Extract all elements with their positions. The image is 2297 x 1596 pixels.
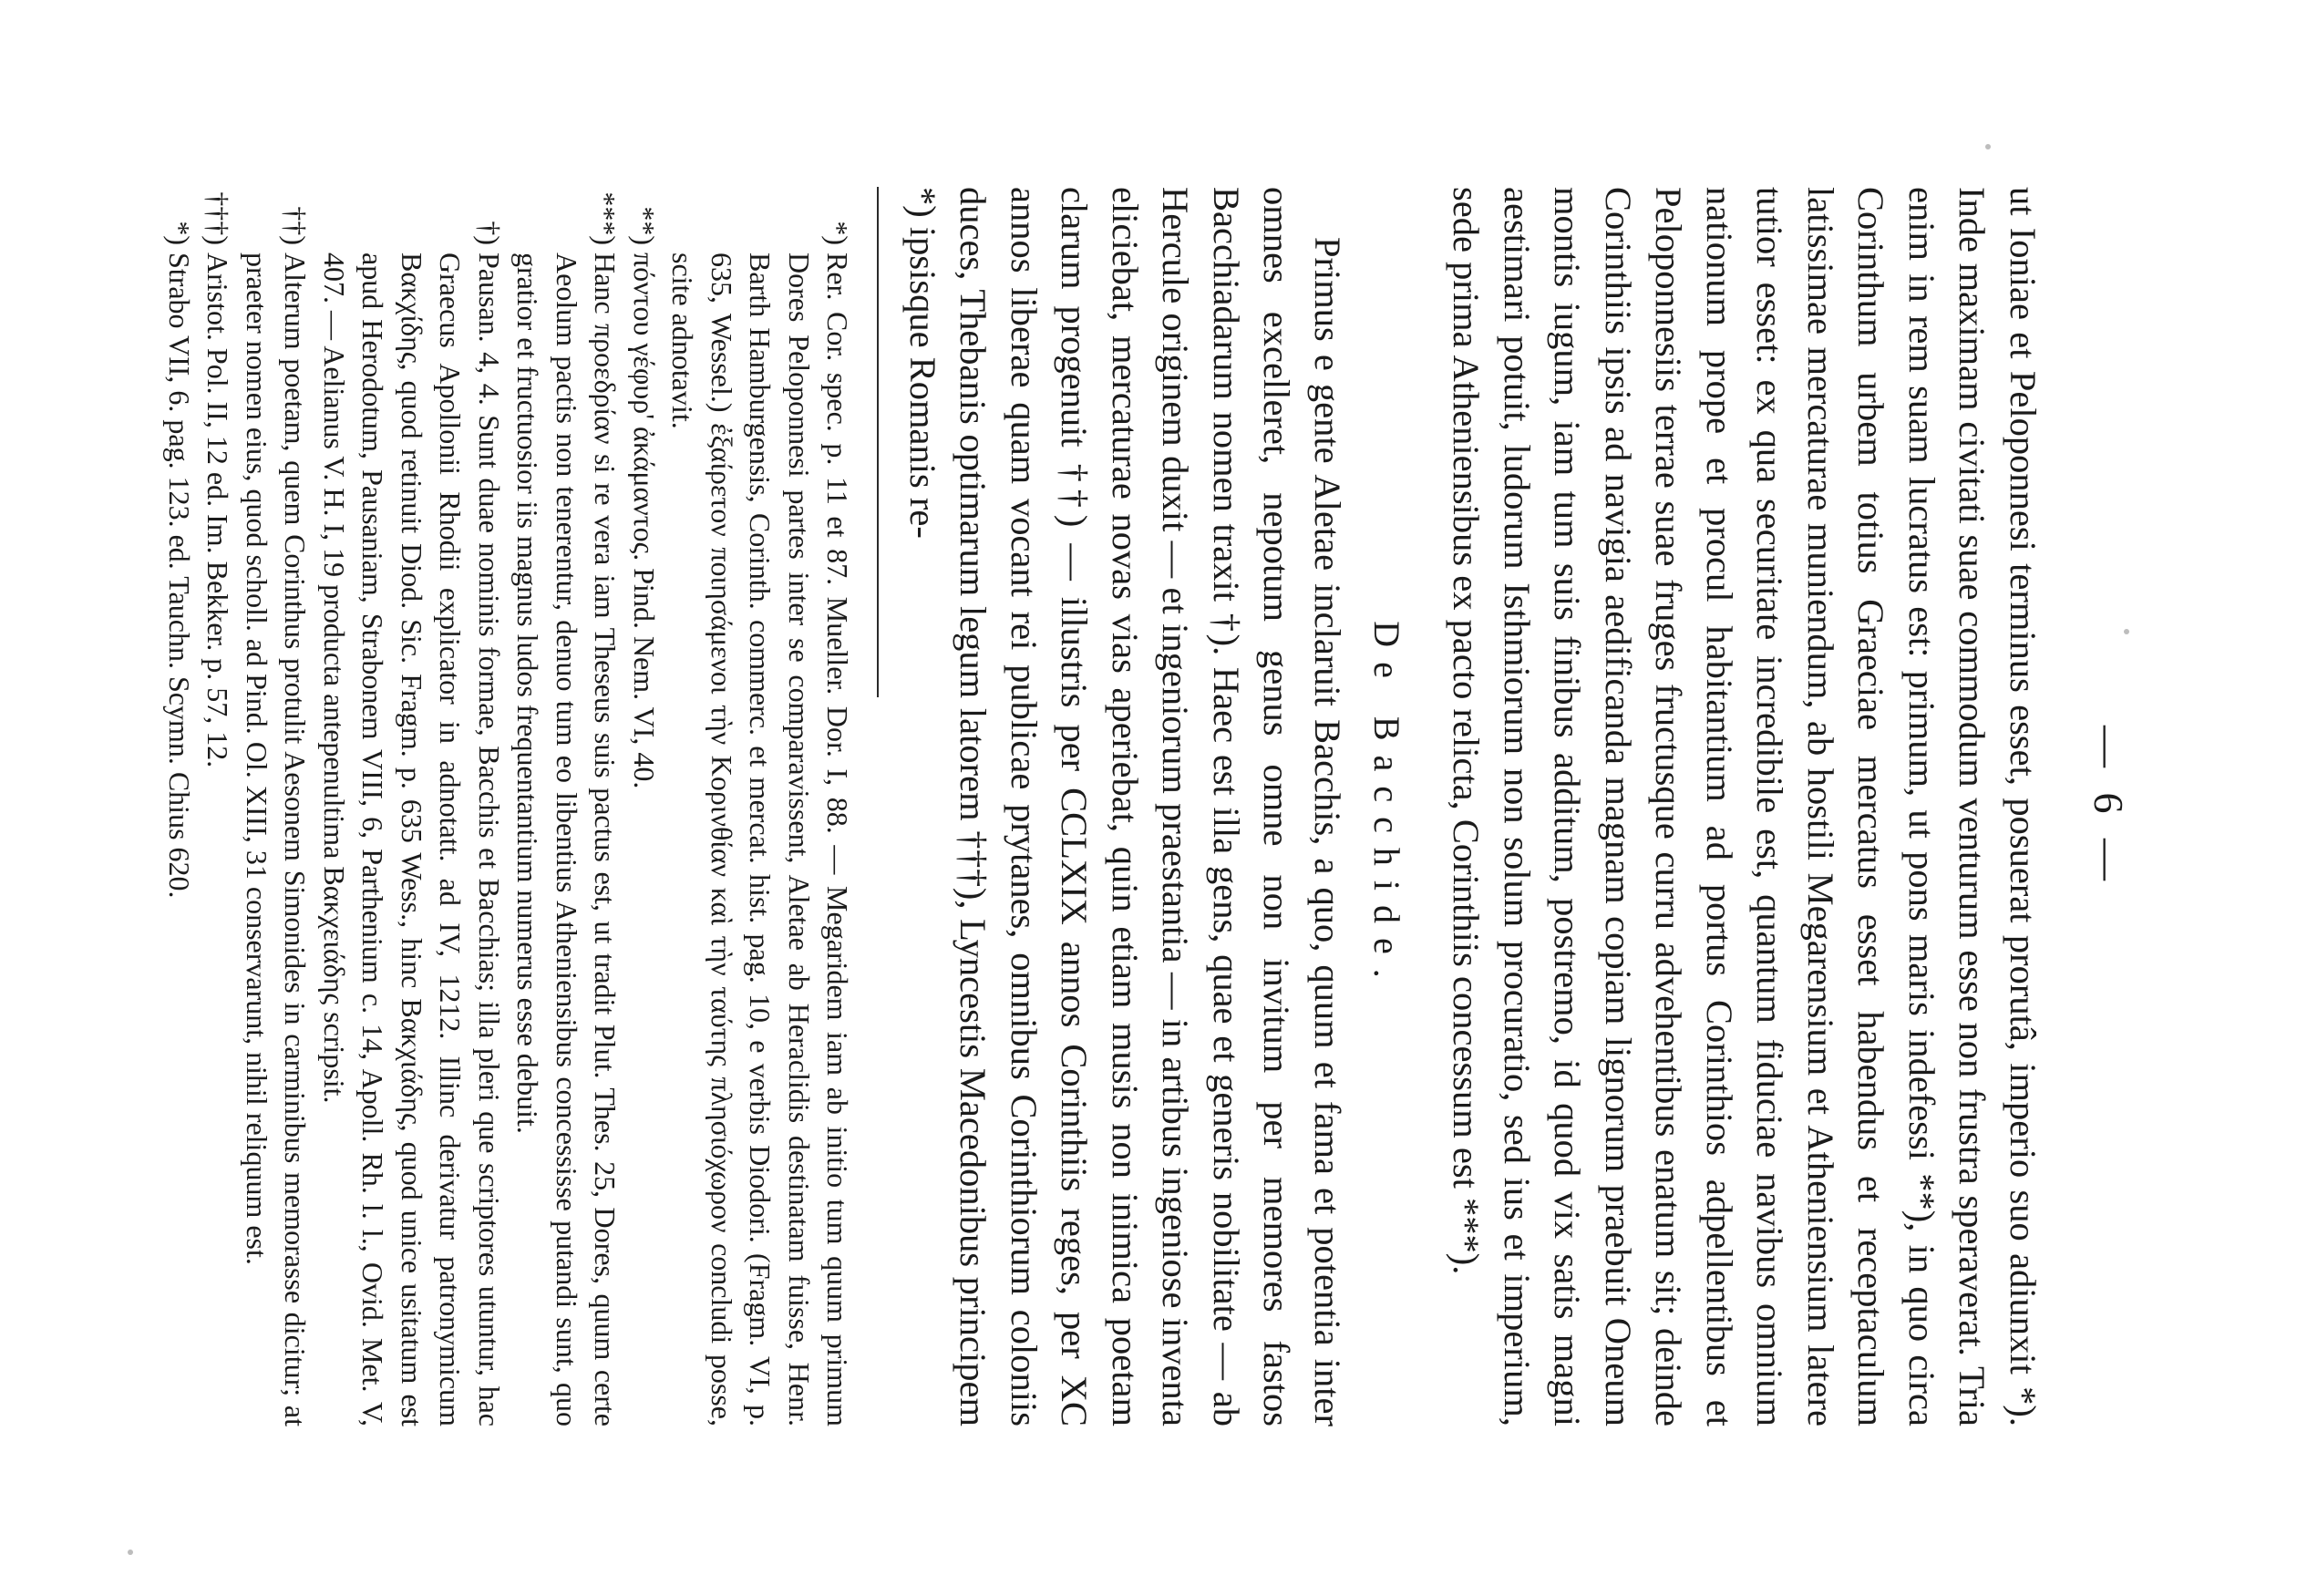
footnote-mark: *) [821,221,855,245]
footnote-divider [878,187,880,697]
footnote [199,187,238,1426]
footnote-mark: †††) [201,191,235,245]
footnote [664,187,858,1426]
main-text [898,187,2049,1426]
section-heading: De Bacchide. [1366,621,1407,993]
footnote-text: Alterum poetam, quem Corinthus protulit Aesonem Simonides in carminibus memorasse dicitur; at praeter nomen eius, quod scholl. ad Pind. Ol. XIII, 31 conservarunt, nihil reliquum est. [241,252,313,1426]
paragraph-opening: ut Ioniae et Peloponnesi terminus esset, posuerat prorutâ, imperio suo adiunxit *). Inde maximam civitati suae commodum venturum esse non frustra speraverat. Tria enim in rem suam lucratus est: primum, ut pons maris indefessi **), in quo circa Corinthum urbem totius Graeciae mercatus esset habendus et receptaculum latissimae mercaturae muniendum, ab hostili Megarensium et Atheniensium latere tutior esset: ex qua securitate incredibile est, quantum fiduciae navibus omnium nationum prope et procul habitantium ad portus Corinthios adpellentibus et Peloponnesiis terrae suae fruges fructusque curru advehentibus enatum sit; deinde Corinthiis ipsis ad navigia aedificanda magnam copiam lignorum praebuit Oneum montis iugum, iam tum suis finibus additum, postremo, id quod vix satis magni aestimari potuit, ludorum Isthmiorum non solum procuratio, sed ius et imperium, sede prima Atheniensibus ex pacto relicta, Corinthiis concessum est ***). [1446,187,2044,1426]
footnote-text: Strabo VII, 6. pag. 123. ed. Tauchn. Scymn. Chius 620. [163,252,196,899]
footnote [315,187,510,1426]
footnote-text: Pausan. 4, 4. Sunt duae nominis formae, Bacchis et Bacchias; illa pleri que scriptores utuntur, hac Graecus Apollonii Rhodii explicator in adnotatt. ad IV, 1212. Illinc derivatur patronymicum Βακχίδης, quod retinuit Diod. Sic. Fragm. p. 635 Wess., hinc Βακχιάδης, quod unice usitatum est apud Herodotum, Pausaniam, Strabonem VIII, 6, Parthenium c. 14, Apoll. Rh. l. l., Ovid. Met. V, 407. — Aelianus V. H. I, 19 producta antepenultima Βακχειάδης scripsit. [318,252,506,1426]
footnote-mark: **) [628,206,661,245]
page-number: — 6 — [2086,726,2132,888]
footnote-text: πόντου γέφυρ' ἀκάμαντος. Pind. Nem. VI, 40. [628,252,661,789]
footnotes [160,187,858,1426]
footnote-mark: ††) [279,206,313,245]
scan-speck [128,1550,133,1555]
footnote-text: Hanc προεδρίαν si re vera iam Theseus suis pactus est, ut tradit Plut. Thes. 25, Dores, quum certe Aeolum pactis non tenerentur, denuo tum eo libentius Atheniensibus concessisse putandi sunt, quo gratior et fructuosior iis magnus ludos frequentantium numerus esse debuit. [511,252,623,1426]
footnote-mark: †) [473,221,506,245]
footnote [625,187,664,1426]
footnote-text: Aristot. Pol. II, 12 ed. Im. Bekker. p. 57, 12. [201,252,235,768]
paragraph-bacchis: Primus e gente Aletae inclaruit Bacchis, a quo, quum et fama et potentia inter omnes excelleret, nepotum genus omne non invitum per memores fastos Bacchiadarum nomen traxit †). Haec est illa gens, quae et generis nobilitate — ab Hercule originem duxit — et ingeniorum praestantia — in artibus ingeniose inventa eliciebat, mercaturae novas vias aperiebat, quin etiam musis non inimica poetam clarum progenuit ††) — illustris per CCLXIX annos Corinthiis reges, per XC annos liberae quam vocant rei publicae prytanes, omnibus Corinthiorum coloniis duces, Thebanis optimarum legum latorem †††), Lyncestis Macedonibus principem *) ipsisque Romanis re- [902,187,1348,1426]
footnote-text: Rer. Cor. spec. p. 11 et 87. Mueller. Dor. I, 88. — Megaridem iam ab initio tum quum primum Dores Peloponnesi partes inter se comparavissent, Aletae ab Heraclidis destinatam fuisse, Henr. Barth Hamburgensis, Corinth. commerc. et mercat. hist. pag. 10, e verbis Diodori. (Fragm. VI, p. 635, Wessel.) ἐξαίρετον ποιησάμενοι τὴν Κορινθίαν καὶ τὴν ταύτης πλησιόχωρον concludi posse, scite adnotavit. [666,252,855,1426]
footnote [238,187,315,1426]
footnote-mark: ***) [589,191,623,245]
footnote-mark: *) [163,221,196,245]
footnote [509,187,625,1426]
footnote [160,187,200,1426]
book-page [64,50,2233,1545]
